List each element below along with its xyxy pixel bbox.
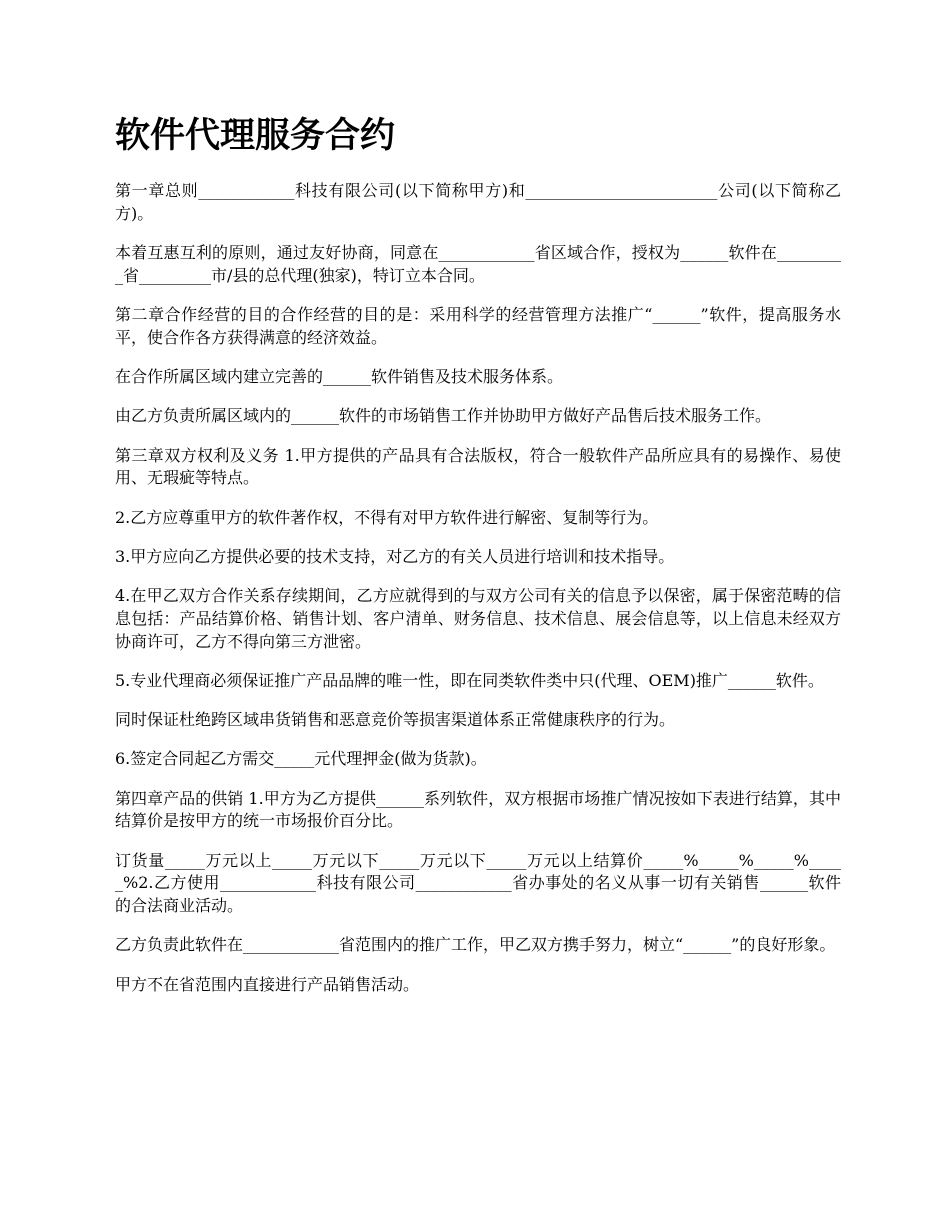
document-title: 软件代理服务合约 [115, 115, 396, 156]
paragraph-chapter2-purpose: 第二章合作经营的目的合作经营的目的是：采用科学的经营管理方法推广“______”软件，提高服务水平，使合作各方获得满意的经济效益。 [115, 305, 841, 347]
paragraph-chapter3-rights: 第三章双方权利及义务 1.甲方提供的产品具有合法版权，符合一般软件产品所应具有的易操作、易使用、无瑕疵等特点。 [115, 445, 841, 488]
paragraph-deposit: 6.签定合同起乙方需交_____元代理押金(做为货款)。 [115, 749, 487, 769]
paragraph-copyright: 2.乙方应尊重甲方的软件著作权，不得有对甲方软件进行解密、复制等行为。 [115, 507, 659, 527]
paragraph-authorization: 本着互惠互利的原则，通过友好协商，同意在____________省区域合作，授权为______软件在_________省_________市/县的总代理(独家)，特订立本合同。 [115, 243, 841, 285]
paragraph-promotion: 乙方负责此软件在____________省范围内的推广工作，甲乙双方携手努力，树立“______”的良好形象。 [115, 935, 836, 955]
paragraph-order-settlement: 订货量_____万元以上_____万元以下_____万元以下_____万元以上结算价_____%_____%_____%_____%2.乙方使用____________科技有限公司____________省办事处的名义从事一切有关销售______软件的合法商业活动。 [115, 850, 841, 916]
paragraph-service-system: 在合作所属区域内建立完善的______软件销售及技术服务体系。 [115, 367, 564, 386]
paragraph-tech-support: 3.甲方应向乙方提供必要的技术支持，对乙方的有关人员进行培训和技术指导。 [115, 546, 675, 566]
paragraph-cross-region: 同时保证杜绝跨区域串货销售和恶意竞价等损害渠道体系正常健康秩序的行为。 [115, 710, 676, 730]
paragraph-direct-sales: 甲方不在省范围内直接进行产品销售活动。 [115, 974, 420, 994]
document-body [115, 180, 841, 1013]
paragraph-confidentiality: 4.在甲乙双方合作关系存续期间，乙方应就得到的与双方公司有关的信息予以保密，属于保密范畴的信息包括：产品结算价格、销售计划、客户清单、财务信息、技术信息、展会信息等，以上信息未经双方协商许可，乙方不得向第三方泄密。 [115, 586, 841, 651]
paragraph-chapter1-general: 第一章总则____________科技有限公司(以下简称甲方)和________________________公司(以下简称乙方)。 [115, 181, 841, 223]
paragraph-brand-uniqueness: 5.专业代理商必须保证推广产品品牌的唯一性，即在同类软件类中只(代理、OEM)推广______软件。 [115, 670, 824, 690]
paragraph-chapter4-supply: 第四章产品的供销 1.甲方为乙方提供______系列软件，双方根据市场推广情况按如下表进行结算，其中结算价是按甲方的统一市场报价百分比。 [115, 788, 841, 831]
paragraph-market-sales: 由乙方负责所属区域内的______软件的市场销售工作并协助甲方做好产品售后技术服务工作。 [115, 406, 772, 426]
